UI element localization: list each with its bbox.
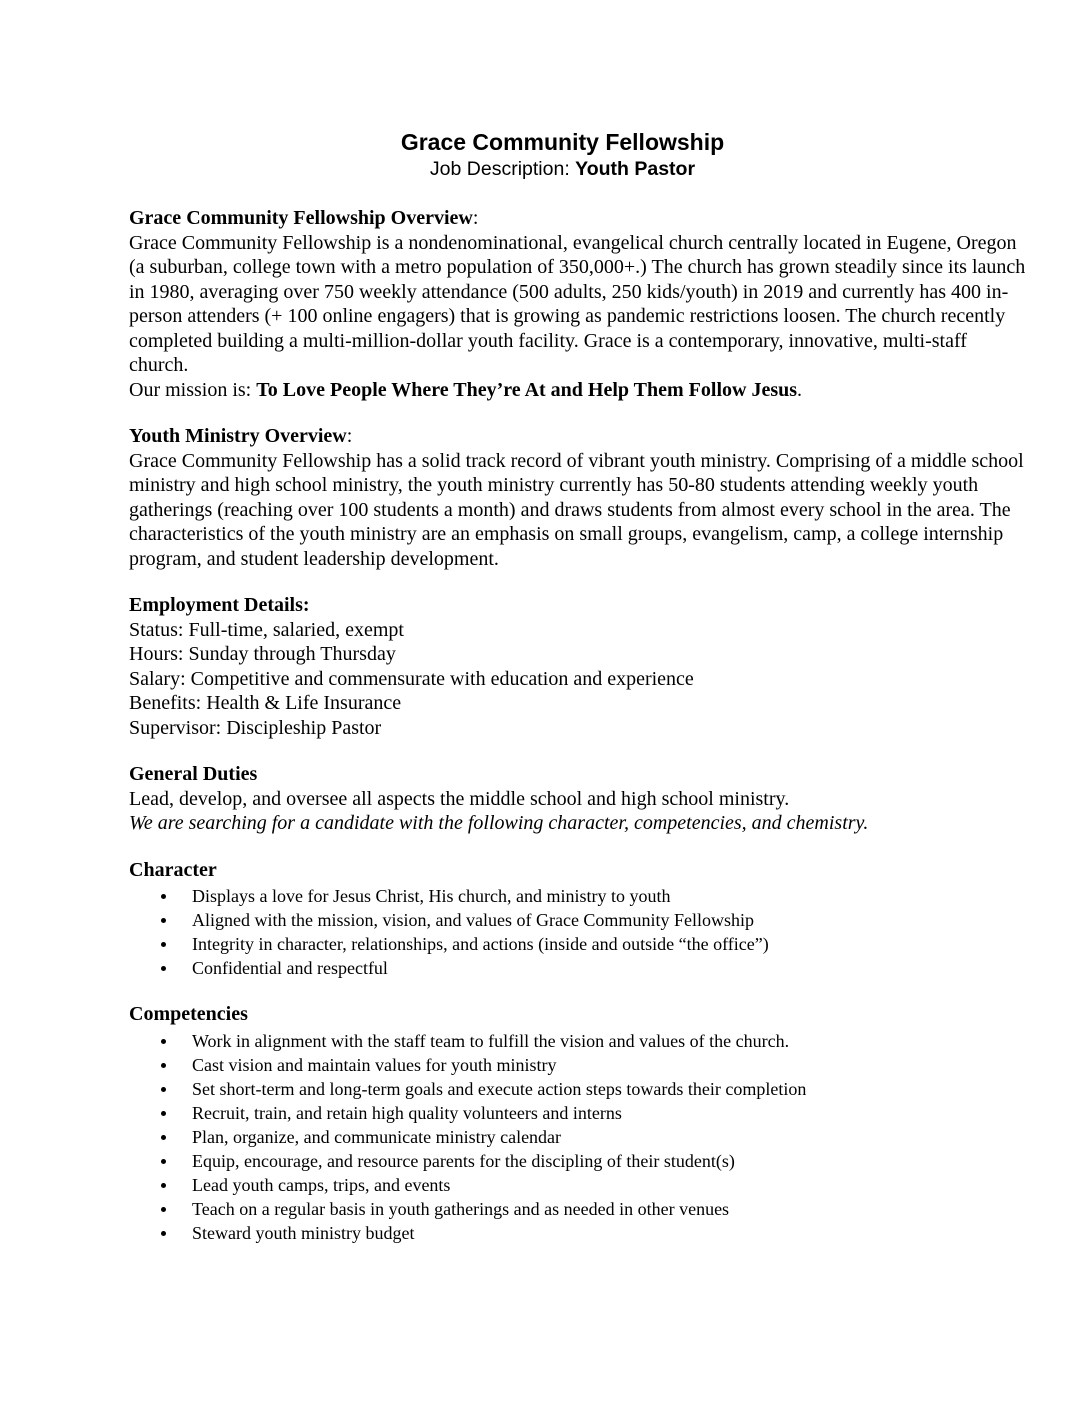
competencies-list: [129, 1029, 1028, 1245]
document-header: [0, 128, 1088, 181]
mission-statement: To Love People Where They’re At and Help Them Follow Jesus: [256, 378, 798, 401]
employment-salary: Salary: Competitive and commensurate with education and experience: [129, 667, 694, 690]
list-item: Displays a love for Jesus Christ, His church, and ministry to youth: [129, 884, 1028, 908]
list-item: Aligned with the mission, vision, and values of Grace Community Fellowship: [129, 908, 1028, 932]
employment-supervisor: Supervisor: Discipleship Pastor: [129, 716, 382, 739]
employment-status: Status: Full-time, salaried, exempt: [129, 618, 404, 641]
subtitle-role: Youth Pastor: [575, 158, 696, 180]
youth-overview-body: Grace Community Fellowship has a solid track record of vibrant youth ministry. Comprising of a middle school ministry and high school ministry, the youth ministry currently has 50-80 students attending weekly youth gatherings (reaching over 100 students a month) and draws students from almost every school in the area. The characteristics of the youth ministry are an emphasis on small groups, evangelism, camp, a college internship program, and student leadership development.: [129, 449, 1024, 570]
mission-prefix: Our mission is:: [129, 378, 257, 401]
list-item: Steward youth ministry budget: [129, 1221, 1028, 1245]
subtitle-prefix: Job Description:: [429, 158, 576, 180]
list-item: Teach on a regular basis in youth gatherings and as needed in other venues: [129, 1197, 1028, 1221]
list-item: Integrity in character, relationships, and actions (inside and outside “the office”): [129, 932, 1028, 956]
character-heading: Character: [129, 858, 217, 881]
youth-overview-heading: Youth Ministry Overview:: [129, 425, 353, 447]
character-list: [129, 884, 1028, 980]
overview-body: Grace Community Fellowship is a nondenominational, evangelical church centrally located in Eugene, Oregon (a suburban, college town with a metro population of 350,000+.) The church has grown steadily since its launch in 1980, averaging over 750 weekly attendance (500 adults, 250 kids/youth) in 2019 and currently has 400 in-person attenders (+ 100 online engagers) that is growing as pandemic restrictions loosen. The church recently completed building a multi-million-dollar youth facility. Grace is a contemporary, innovative, multi-staff church.: [129, 231, 1026, 376]
character-section: [129, 858, 1028, 981]
employment-heading: Employment Details:: [129, 594, 310, 616]
general-duties-note: We are searching for a candidate with the following character, competencies, and chemistry.: [129, 812, 869, 834]
list-item: Confidential and respectful: [129, 956, 1028, 980]
youth-overview-section: [129, 424, 1028, 571]
general-duties-section: [129, 762, 1028, 836]
list-item: Plan, organize, and communicate ministry calendar: [129, 1125, 1028, 1149]
employment-benefits: Benefits: Health & Life Insurance: [129, 692, 402, 714]
employment-section: [129, 593, 1028, 740]
competencies-section: [129, 1002, 1028, 1245]
competencies-heading: Competencies: [129, 1003, 248, 1025]
list-item: Cast vision and maintain values for youth ministry: [129, 1053, 1028, 1077]
general-duties-heading: General Duties: [129, 763, 258, 785]
mission-line: Our mission is: To Love People Where They’re At and Help Them Follow Jesus.: [129, 378, 803, 401]
list-item: Recruit, train, and retain high quality volunteers and interns: [129, 1101, 1028, 1125]
list-item: Lead youth camps, trips, and events: [129, 1173, 1028, 1197]
list-item: Work in alignment with the staff team to fulfill the vision and values of the church.: [129, 1029, 1028, 1053]
general-duties-body: Lead, develop, and oversee all aspects the middle school and high school ministry.: [129, 787, 790, 810]
list-item: Equip, encourage, and resource parents for the discipling of their student(s): [129, 1149, 1028, 1173]
list-item: Set short-term and long-term goals and execute action steps towards their completion: [129, 1077, 1028, 1101]
document-subtitle: [37, 157, 1088, 181]
document-title: Grace Community Fellowship: [400, 129, 725, 155]
overview-section: [129, 206, 1028, 402]
overview-heading: Grace Community Fellowship Overview:: [129, 207, 479, 229]
employment-hours: Hours: Sunday through Thursday: [129, 643, 396, 665]
